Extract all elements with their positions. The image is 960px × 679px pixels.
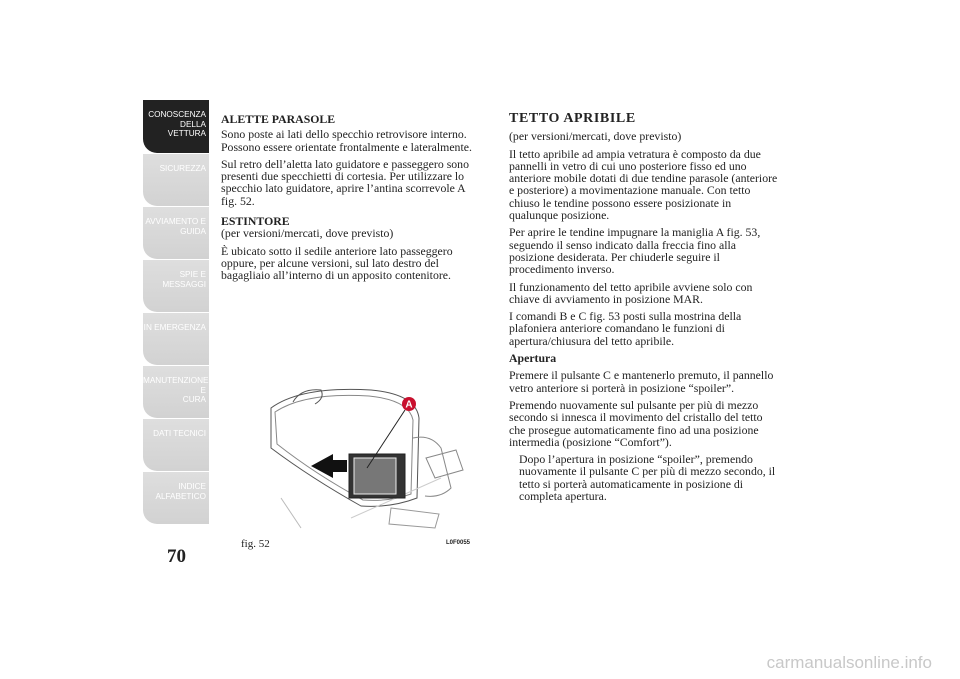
callout-letter: A <box>405 399 413 411</box>
paragraph: Il funzionamento del tetto apribile avviene solo con chiave di avviamento in posizione MAR. <box>509 279 753 306</box>
paragraph: Per aprire le tendine impugnare la maniglia A fig. 53, seguendo il senso indicato dalla freccia fino alla posizione desiderata. Per chiuderle seguire il procedimento inverso. <box>509 225 761 277</box>
section-subtitle: (per versioni/mercati, dove previsto) <box>509 129 682 144</box>
paragraph: Premendo nuovamente sul pulsante per più di mezzo secondo si innesca il movimento del cristallo del tetto che prosegue automaticamente fino ad una posizione intermedia (posizione “Comfort”). <box>509 397 763 449</box>
tab-conoscenza[interactable] <box>143 100 209 153</box>
footer-watermark: carmanualsonline.info <box>766 653 932 672</box>
tab-dati-tecnici[interactable] <box>143 418 209 471</box>
chapter-tabs <box>143 100 209 524</box>
paragraph: Sono poste ai lati dello specchio retrovisore interno. Possono essere orientate frontalmente e lateralmente. <box>221 127 472 154</box>
section-heading-estintore: ESTINTORE <box>221 214 290 229</box>
tab-avviamento[interactable] <box>143 206 209 259</box>
section-heading-parasole: ALETTE PARASOLE <box>221 112 336 126</box>
tab-emergenza[interactable] <box>143 312 209 365</box>
section-heading-tetto: TETTO APRIBILE <box>509 111 636 126</box>
tab-manutenzione[interactable] <box>143 365 209 418</box>
paragraph: I comandi B e C fig. 53 posti sulla mostrina della plafoniera anteriore comandano le funzioni di apertura/chiusura del tetto apribile. <box>509 309 742 348</box>
left-column <box>221 113 483 287</box>
tab-label-2: DELLA VETTURA <box>167 119 206 138</box>
tab-label-1: SPIE E MESSAGGI <box>162 270 206 289</box>
right-column <box>509 113 781 507</box>
sun-visor-illustration <box>241 378 475 536</box>
tab-sicurezza[interactable] <box>143 153 209 206</box>
figure-caption: fig. 52 <box>241 538 270 550</box>
subsection-heading-apertura: Apertura <box>509 351 557 366</box>
tab-label-1: AVVIAMENTO E <box>145 217 206 226</box>
paragraph: È ubicato sotto il sedile anteriore lato passeggero oppure, per alcune versioni, sul lato destro del bagagliaio all’interno di un apposito contenitore. <box>221 243 453 283</box>
paragraph: Sul retro dell’aletta lato guidatore e passeggero sono presenti due specchietti di cortesia. Per utilizzare lo specchio lato guidatore, aprire l’antina scorrevole A fig. 52. <box>221 156 469 208</box>
tab-label-1: MANUTENZIONE E <box>143 376 209 395</box>
tab-label-2: CURA <box>182 395 206 404</box>
figure-52 <box>241 378 475 536</box>
tab-indice[interactable] <box>143 471 209 524</box>
tab-label-2: GUIDA <box>180 226 206 236</box>
page-number: 70 <box>167 546 186 567</box>
tab-label-1: SICUREZZA <box>159 164 206 173</box>
tab-label-2: ALFABETICO <box>155 491 206 501</box>
tab-label-1: INDICE <box>178 482 206 491</box>
paragraph: Premere il pulsante C e mantenerlo premuto, il pannello vetro anteriore si porterà in posizione “spoiler”. <box>509 368 774 395</box>
figure-code: L0F0055 <box>446 540 471 546</box>
tab-spie[interactable] <box>143 259 209 312</box>
tab-label-1: IN EMERGENZA <box>143 323 206 332</box>
section-subtitle: (per versioni/mercati, dove previsto) <box>221 226 394 241</box>
tab-label-1: CONOSCENZA <box>148 110 206 119</box>
paragraph: Dopo l’apertura in posizione “spoiler”, premendo nuovamente il pulsante C per più di mezzo secondo, il tetto si porterà automaticamente in posizione di completa apertura. <box>519 452 776 504</box>
paragraph: Il tetto apribile ad ampia vetratura è composto da due pannelli in vetro di cui uno posteriore fisso ed uno anteriore mobile dotati di due tendine parasole (anteriore e posteriore) a movimentazione manuale. Con tetto chiuso le tendine possono essere posizionate in qualunque posizione. <box>509 146 778 223</box>
tab-label-1: DATI TECNICI <box>153 429 206 438</box>
